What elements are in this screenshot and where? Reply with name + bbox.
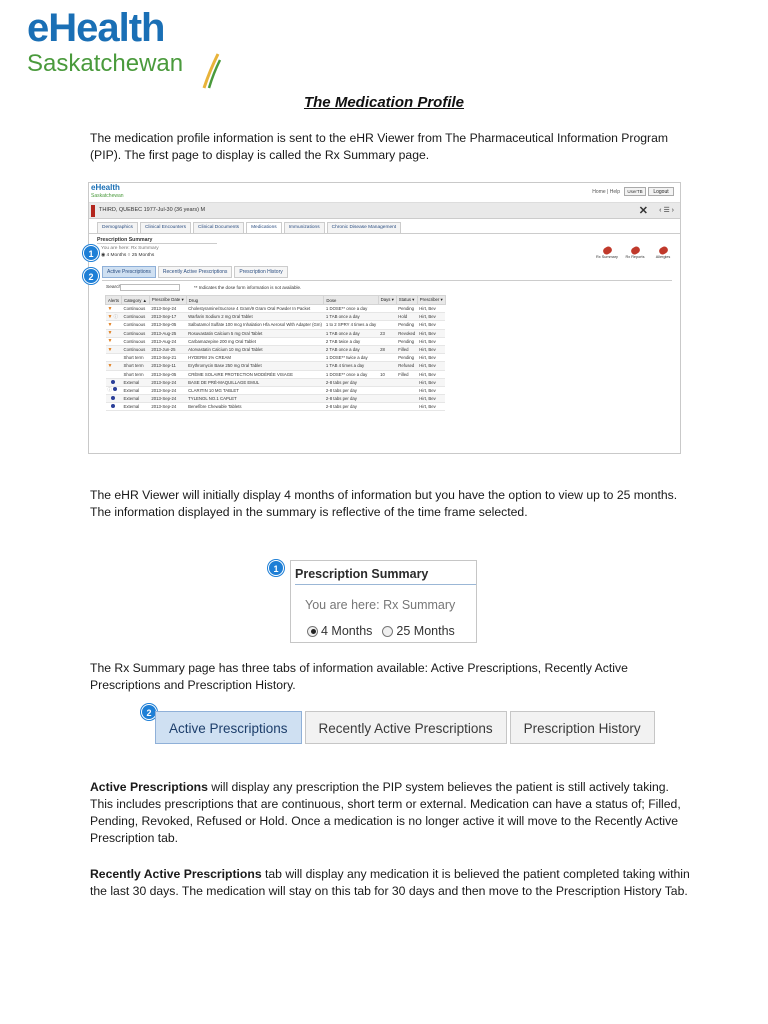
rx-icon-bar [596,247,674,259]
cell-days [378,321,396,329]
dose-form-note: ** Indicates the dose form information is not available. [194,285,302,290]
logo-line2: Saskatchewan [27,50,184,77]
info-icon: ⓘ [107,387,112,393]
cell-prescriber: Hirt, Bev [417,345,445,353]
cell-dose: 2-8 tabs per day [324,378,378,386]
table-row[interactable] [106,337,446,345]
cell-dose: 2-8 tabs per day [324,395,378,403]
cell-category: Continuous [121,305,149,313]
cell-category: Continuous [121,337,149,345]
cell-dose: 2-8 tabs per day [324,403,378,411]
months-paragraph: The eHR Viewer will initially display 4 months of information but you have the option to view up to 25 months. The information displayed in the summary is reflective of the time frame selected. [90,488,678,519]
cell-category: External [121,395,149,403]
cell-days [378,378,396,386]
search-input[interactable] [120,284,180,291]
cell-category: External [121,403,149,411]
cell-drug: Carbamazepine 200 mg Oral Tablet [186,337,324,345]
cell-date: 2013-Sep-24 [149,305,186,313]
rx-grid [102,280,672,411]
column-header[interactable]: Category ▲ [121,296,149,305]
zoom-tab-recently-active[interactable]: Recently Active Prescriptions [305,711,507,744]
cell-date: 2013-Sep-24 [149,386,186,394]
cell-drug: Cholestyramine/Sucrose 4 Gram/9 Gram Oral Powder In Packet [186,305,324,313]
cell-status [396,403,417,411]
cell-category: External [121,386,149,394]
rx-summary-icon[interactable]: Rx Summary [596,247,618,259]
cell-prescriber: Hirt, Bev [417,395,445,403]
tab-immunizations[interactable]: Immunizations [284,222,325,233]
cell-drug: Warfarin Sodium 2 mg Oral Tablet [186,313,324,321]
tab-chronic-disease[interactable]: Chronic Disease Management [327,222,402,233]
cell-date: 2013-Sep-05 [149,370,186,378]
zoom-months-radio: 4 Months 25 Months [307,624,455,638]
callout-badge-2-zoom: 2 [141,704,157,720]
zoom-summary-header: Prescription Summary [295,567,476,585]
main-tabs [89,222,680,234]
cell-date: 2013-Sep-24 [149,378,186,386]
cell-category: Continuous [121,345,149,353]
cell-status: Refused [396,362,417,370]
cell-status [396,386,417,394]
cell-days: 28 [378,345,396,353]
alert-cell [106,337,122,345]
tab-prescription-history[interactable]: Prescription History [234,266,287,278]
cell-days [378,337,396,345]
cell-category: Short term [121,362,149,370]
cell-dose: 1 DOSE** once a day [324,305,378,313]
cell-days [378,362,396,370]
tab-demographics[interactable]: Demographics [97,222,138,233]
cell-prescriber: Hirt, Bev [417,337,445,345]
alert-cell [106,321,122,329]
table-row[interactable] [106,395,446,403]
table-row[interactable] [106,313,446,321]
allergies-icon[interactable]: Allergies [652,247,674,259]
zoom-breadcrumb: You are here: Rx Summary [305,598,456,612]
cell-prescriber: Hirt, Bev [417,403,445,411]
cell-drug: Rosuvastatin Calcium 5 mg Oral Tablet [186,329,324,337]
table-row[interactable] [106,305,446,313]
cell-days [378,395,396,403]
column-header[interactable]: Alerts [106,296,122,305]
cell-dose: 1 TAB 4 times a day [324,362,378,370]
cell-prescriber: Hirt, Bev [417,370,445,378]
prescriptions-table [105,295,446,411]
cell-days: 23 [378,329,396,337]
radio-4-months[interactable]: ◉ 4 Months [101,253,127,258]
table-row[interactable] [106,362,446,370]
active-prescriptions-paragraph: Active Prescriptions will display any prescription the PIP system believes the patient is still actively taking. This includes prescriptions that are continuous, short term or external. Medication can have a status of; Filled, Pending, Revoked, Refused or Hold. Once a medication is no longer active it will move to the Recently Active Prescription tab. [90,780,681,845]
ehealth-logo [27,8,227,88]
table-row[interactable] [106,345,446,353]
table-row[interactable] [106,370,446,378]
cell-days [378,313,396,321]
cell-status [396,378,417,386]
rx-reports-icon[interactable]: Rx Reports [624,247,646,259]
external-dot-icon [111,404,115,408]
patient-banner [89,203,680,219]
months-radio-group [101,253,680,258]
cell-category: Short term [121,370,149,378]
tab-active-prescriptions[interactable]: Active Prescriptions [102,266,156,278]
info-icon: ⓘ [113,313,118,319]
intro-paragraph: The medication profile information is sent to the eHR Viewer from The Pharmaceutical Information Program (PIP). The first page to display is called the Rx Summary page. [90,131,669,162]
column-header[interactable]: Status ▾ [396,296,417,305]
cell-status: Revoked [398,330,416,336]
cell-status: Filled [396,370,417,378]
alert-arrow-icon: ▼ [107,346,113,353]
patient-nav-icon[interactable]: ‹ ☰ › [659,207,674,214]
cell-date: 2013-Sep-24 [149,395,186,403]
alert-arrow-icon: ▼ [107,305,113,312]
alert-cell [106,378,122,386]
alert-cell [106,329,122,337]
cell-status: Hold [396,313,417,321]
rx-sub-tabs [102,266,288,278]
search-row [102,283,672,293]
cell-category: Continuous [121,313,149,321]
cell-prescriber: Hirt, Bev [417,386,445,394]
column-header[interactable]: Drug [186,296,324,305]
cell-date: 2013-Sep-05 [149,321,186,329]
column-header[interactable]: Prescriber ▾ [417,296,445,305]
external-dot-icon [111,380,115,384]
table-row[interactable] [106,378,446,386]
alert-arrow-icon: ▼ [107,330,113,337]
cell-prescriber: Hirt, Bev [417,378,445,386]
alert-arrow-icon: ▼ [107,313,113,320]
zoom-tabs [155,711,655,744]
cell-status: Pending [396,354,417,362]
column-header[interactable]: Prescribe Date ▾ [149,296,186,305]
alert-cell [106,313,122,321]
cell-date: 2013-Sep-17 [149,313,186,321]
summary-header: Prescription Summary [97,237,217,244]
alert-arrow-icon: ▼ [107,321,113,328]
cell-status [396,395,417,403]
cell-drug: Atorvastatin Calcium 10 mg Oral Tablet [186,345,324,353]
search-label: Search [106,285,122,290]
cell-prescriber: Hirt, Bev [417,305,445,313]
table-row[interactable] [106,386,446,394]
logout-button[interactable]: Logout [648,187,674,196]
table-row[interactable] [106,354,446,362]
wheat-icon [200,52,222,90]
cell-drug: Erythromycin Base 250 mg Oral Tablet [186,362,324,370]
column-header[interactable]: Dose [324,296,378,305]
alert-cell [106,386,122,394]
cell-prescriber: Hirt, Bev [417,354,445,362]
cell-dose: 2 TAB twice a day [324,337,378,345]
alert-cell [106,403,122,411]
cell-date: 2013-Jun-25 [149,345,186,353]
cell-days: 10 [378,370,396,378]
cell-dose: 1 to 2 SPRY 4 times a day [325,322,377,328]
cell-drug: HYDERM 1% CREAM [186,354,324,362]
external-dot-icon [113,387,117,391]
cell-drug: CRÈME SOLAIRE PROTECTION MODÉRÉE VISAGE [186,370,324,378]
cell-drug: Benefibre Chewable Tablets [186,403,324,411]
table-row[interactable] [106,403,446,411]
cell-status: Pending [396,321,417,329]
zoom-tab-active-prescriptions[interactable]: Active Prescriptions [155,711,302,744]
tab-recently-active[interactable]: Recently Active Prescriptions [158,266,232,278]
cell-date: 2013-Aug-25 [149,329,186,337]
patient-flag [91,205,95,217]
cell-dose: 1 DOSE** twice a day [324,354,378,362]
cell-date: 2013-Aug-24 [149,337,186,345]
top-links[interactable]: Home | Help [592,189,620,195]
cell-dose: 1 DOSE** once a day [324,370,378,378]
prescription-summary-zoom [290,560,477,643]
tab-clinical-documents[interactable]: Clinical Documents [193,222,244,233]
document-title: The Medication Profile [303,94,465,111]
alert-cell [106,370,122,378]
tab-medications[interactable]: Medications [246,222,282,233]
cell-days [378,403,396,411]
callout-badge-1: 1 [83,245,99,261]
table-row[interactable] [106,329,446,337]
cell-dose: 2-8 tabs per day [324,386,378,394]
cell-date: 2013-Sep-21 [149,354,186,362]
alert-arrow-icon: ▼ [107,338,113,345]
cell-prescriber: Hirt, Bev [417,362,445,370]
breadcrumb: You are here: Rx Summary [101,246,159,251]
cell-status: Pending [396,337,417,345]
ehr-top-bar [89,183,680,203]
zoom-tab-prescription-history[interactable]: Prescription History [510,711,655,744]
cell-dose: 1 TAB once a day [324,313,378,321]
cell-days [378,305,396,313]
cell-dose: 1 TAB once a day [324,329,378,337]
logo-line1: eHealth [27,6,165,50]
column-header[interactable]: Days ▾ [378,296,396,305]
cell-category: External [121,378,149,386]
cell-category: Continuous [121,321,149,329]
cell-drug: BASE DE PRÉ-MAQUILLAGE EMUL [186,378,324,386]
cell-dose: 2 TAB once a day [324,345,378,353]
table-row[interactable] [106,321,446,329]
patient-name: THIRD, QUEBEC 1977-Jul-30 (36 years) M [99,207,206,213]
cell-drug: CLARITIN 10 MG TABLET [186,386,324,394]
cell-category: Continuous [121,329,149,337]
cell-prescriber: Hirt, Bev [417,313,445,321]
tab-clinical-encounters[interactable]: Clinical Encounters [140,222,191,233]
cell-status: Pending [396,305,417,313]
tabs-paragraph: The Rx Summary page has three tabs of information available: Active Prescriptions, Recently Active Prescriptions and Prescription History. [90,661,628,692]
close-icon[interactable]: ✕ [638,205,648,217]
cell-status: Filled [396,345,417,353]
mini-logo: eHealth Saskatchewan [91,183,124,199]
cell-drug: TYLENOL NO.1 CAPLET [186,395,324,403]
external-dot-icon [111,396,115,400]
recently-active-paragraph: Recently Active Prescriptions tab will display any medication it is believed the patient completed taking within the last 30 days. The medication will stay on this tab for 30 days and then move to the Prescription History Tab. [90,867,690,898]
user-box: UserTB [624,187,646,196]
cell-days [378,354,396,362]
callout-badge-1-zoom: 1 [268,560,284,576]
ehr-viewer-screenshot [88,182,681,454]
radio-4-months-zoom[interactable] [307,626,318,637]
alert-cell [106,305,122,313]
cell-category: Short term [121,354,149,362]
alert-cell [106,362,122,370]
alert-cell [106,395,122,403]
cell-drug: Salbutamol Sulfate 100 mcg Inhalation Hfa Aerosol With Adapter (Gm) [188,322,322,328]
cell-date: 2013-Sep-24 [149,403,186,411]
alert-cell [106,345,122,353]
radio-25-months[interactable]: ○ 25 Months [127,253,155,258]
callout-badge-2: 2 [83,268,99,284]
cell-prescriber: Hirt, Bev [417,329,445,337]
alert-cell [106,354,122,362]
alert-arrow-icon: ▼ [107,362,113,369]
cell-date: 2013-Sep-11 [149,362,186,370]
radio-25-months-zoom[interactable] [382,626,393,637]
cell-prescriber: Hirt, Bev [417,321,445,329]
cell-days [378,386,396,394]
